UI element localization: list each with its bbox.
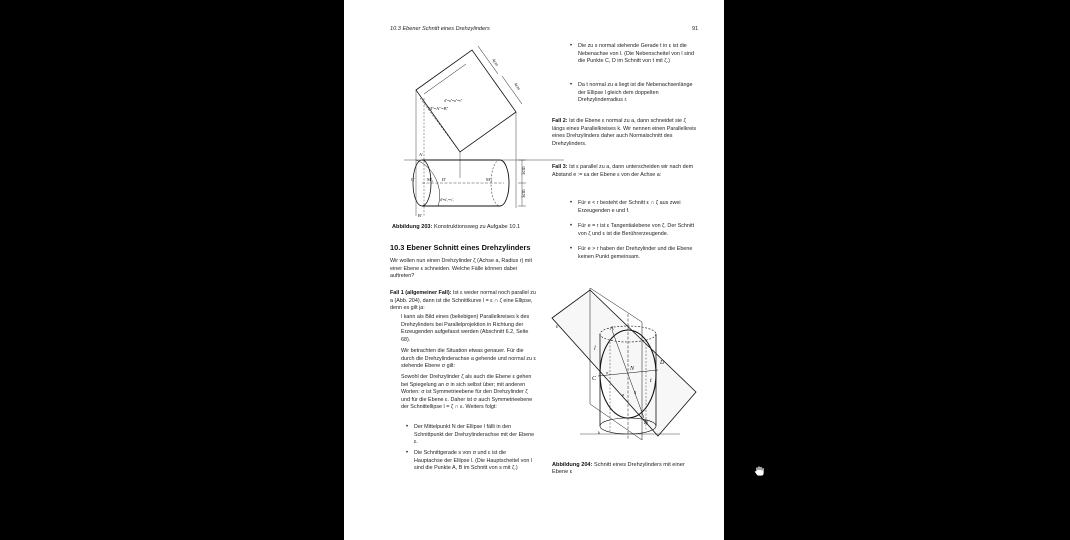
axis-t: t xyxy=(650,378,652,384)
label-mpp: M''=A''=B'' xyxy=(428,106,449,111)
fall3-paragraph: Fall 3: Ist ε parallel zu a, dann unterscheiden wir nach dem Abstand e := εa der Ebene ε von der Achse a: xyxy=(552,164,694,178)
fall1-p4: Sowohl der Drehzylinder ζ als auch die Ebene ε gehen bei Spiegelung an σ in sich selbst über; mit anderen Worten: σ ist Symmetrieebene für den Drehzylinder ζ und für die Ebene ε. Daher ist σ auch Symmetrieebene der Schnittellipse l = ζ ∩ ε. Weiters folgt: xyxy=(401,374,533,411)
page-number: 91 xyxy=(692,26,699,32)
dim-3cm-top: 3cm xyxy=(522,166,527,175)
fall1-paragraph: Fall 1 (allgemeiner Fall): Ist ε weder normal noch parallel zu a (Abb. 204), dann ist die Schnittkurve l = ε ∩ ζ eine Ellipse, denn es gilt ja: xyxy=(390,290,536,312)
axis-s: s xyxy=(634,390,637,396)
label-cp: C' xyxy=(411,177,415,182)
bullet-nebenachsenlaenge: • Da t normal zu a liegt ist die Nebenachsenlänge der Ellipse l gleich dem doppelten Drehzylinderradius r. xyxy=(578,82,698,105)
label-bp: B' xyxy=(418,213,422,218)
dim-3cm-bottom: 3cm xyxy=(522,189,527,198)
point-D: D xyxy=(660,360,665,366)
fall1-p3: Wir betrachten die Situation etwas genauer. Für die durch die Drehzylinderachse a gehende und normal zu ε stehende Ebene σ gilt: xyxy=(401,348,536,370)
bullet-nebenachse: • Die zu s normal stehende Gerade t in ε ist die Nebenachse von l. (Die Nebenscheitel von l sind die Punkte C, D im Schnitt von t mit ζ.) xyxy=(578,43,698,66)
bullet-mittelpunkt: • Der Mittelpunkt N der Ellipse l fällt in den Schnittpunkt der Drehzylinderachse mit der Ebene ε. xyxy=(414,424,536,447)
hand-cursor-icon xyxy=(753,465,767,477)
running-header: 10.3 Ebener Schnitt eines Drehzylinders xyxy=(390,26,490,32)
plane-eps-label: ε xyxy=(556,324,559,330)
fall2-paragraph: Fall 2: Ist die Ebene ε normal zu a, dann schneidet sie ζ längs eines Parallelkreises k. Wir nennen einen Parallelkreis eines Drehzylinders daher auch Normalschnitt des Drehzylinders. xyxy=(552,118,697,147)
label-ap: A' xyxy=(419,152,424,157)
label-dp2: d'=u'₂=v'₂ xyxy=(440,198,454,202)
tilted-cylinder-outline xyxy=(416,50,516,152)
point-C: C xyxy=(592,376,597,382)
figure-203-caption: Abbildung 203: Konstruktionsweg zu Aufgabe 10.1 xyxy=(392,224,521,230)
plane-sigma-label: σ xyxy=(606,370,609,375)
point-N: N xyxy=(630,366,635,372)
dim-4cm-a: 4cm xyxy=(491,57,500,67)
figure-203-construction xyxy=(394,38,574,224)
dim-4cm-b: 4cm xyxy=(513,81,522,91)
axis-a: a xyxy=(622,392,625,397)
circle-k: k xyxy=(598,430,600,435)
fall1-p2: l kann als Bild eines (beliebigen) Parallelkreises k des Drehzylinders bei Parallelprojektion in Richtung der Erzeugenden aufgefasst werden (Abschnitt 6.2, Seite 68). xyxy=(401,314,530,343)
curve-l: l xyxy=(594,346,596,352)
figure-204-cylinder-section xyxy=(550,284,700,456)
figure-204-caption: Abbildung 204: Schnitt eines Drehzylinders mit einer Ebene ε xyxy=(552,462,685,476)
point-B: B xyxy=(644,420,648,426)
section-heading: 10.3 Ebener Schnitt eines Drehzylinders xyxy=(390,243,531,252)
point-A: A xyxy=(610,326,614,332)
section-intro: Wir wollen nun einen Drehzylinder ζ (Achse a, Radius r) mit einer Ebene ε schneiden. Welche Fälle können dabei auftreten? xyxy=(390,258,532,280)
label-m2: M'₂ xyxy=(486,177,493,182)
bullet-e-eq-r: • Für e = r ist ε Tangentialebene von ζ. Der Schnitt von ζ und ε ist die Berührerzeugende. xyxy=(578,223,698,238)
label-dp: D' xyxy=(442,177,447,182)
bullet-hauptachse: • Die Schnittgerade s von σ und ε ist die Hauptachse der Ellipse l. (Die Hauptscheitel von l sind die Punkte A, B im Schnitt von s mit ζ.) xyxy=(414,450,536,473)
label-abm: d''=a''=u''=v'' xyxy=(444,99,463,103)
label-mp: M'₁ xyxy=(427,177,434,182)
bullet-e-gt-r: • Für e > r haben der Drehzylinder und die Ebene keinen Punkt gemeinsam. xyxy=(578,246,698,261)
document-page xyxy=(344,0,724,540)
bullet-e-lt-r: • Für e < r besteht der Schnitt ε ∩ ζ aus zwei Erzeugenden e und f. xyxy=(578,200,698,215)
